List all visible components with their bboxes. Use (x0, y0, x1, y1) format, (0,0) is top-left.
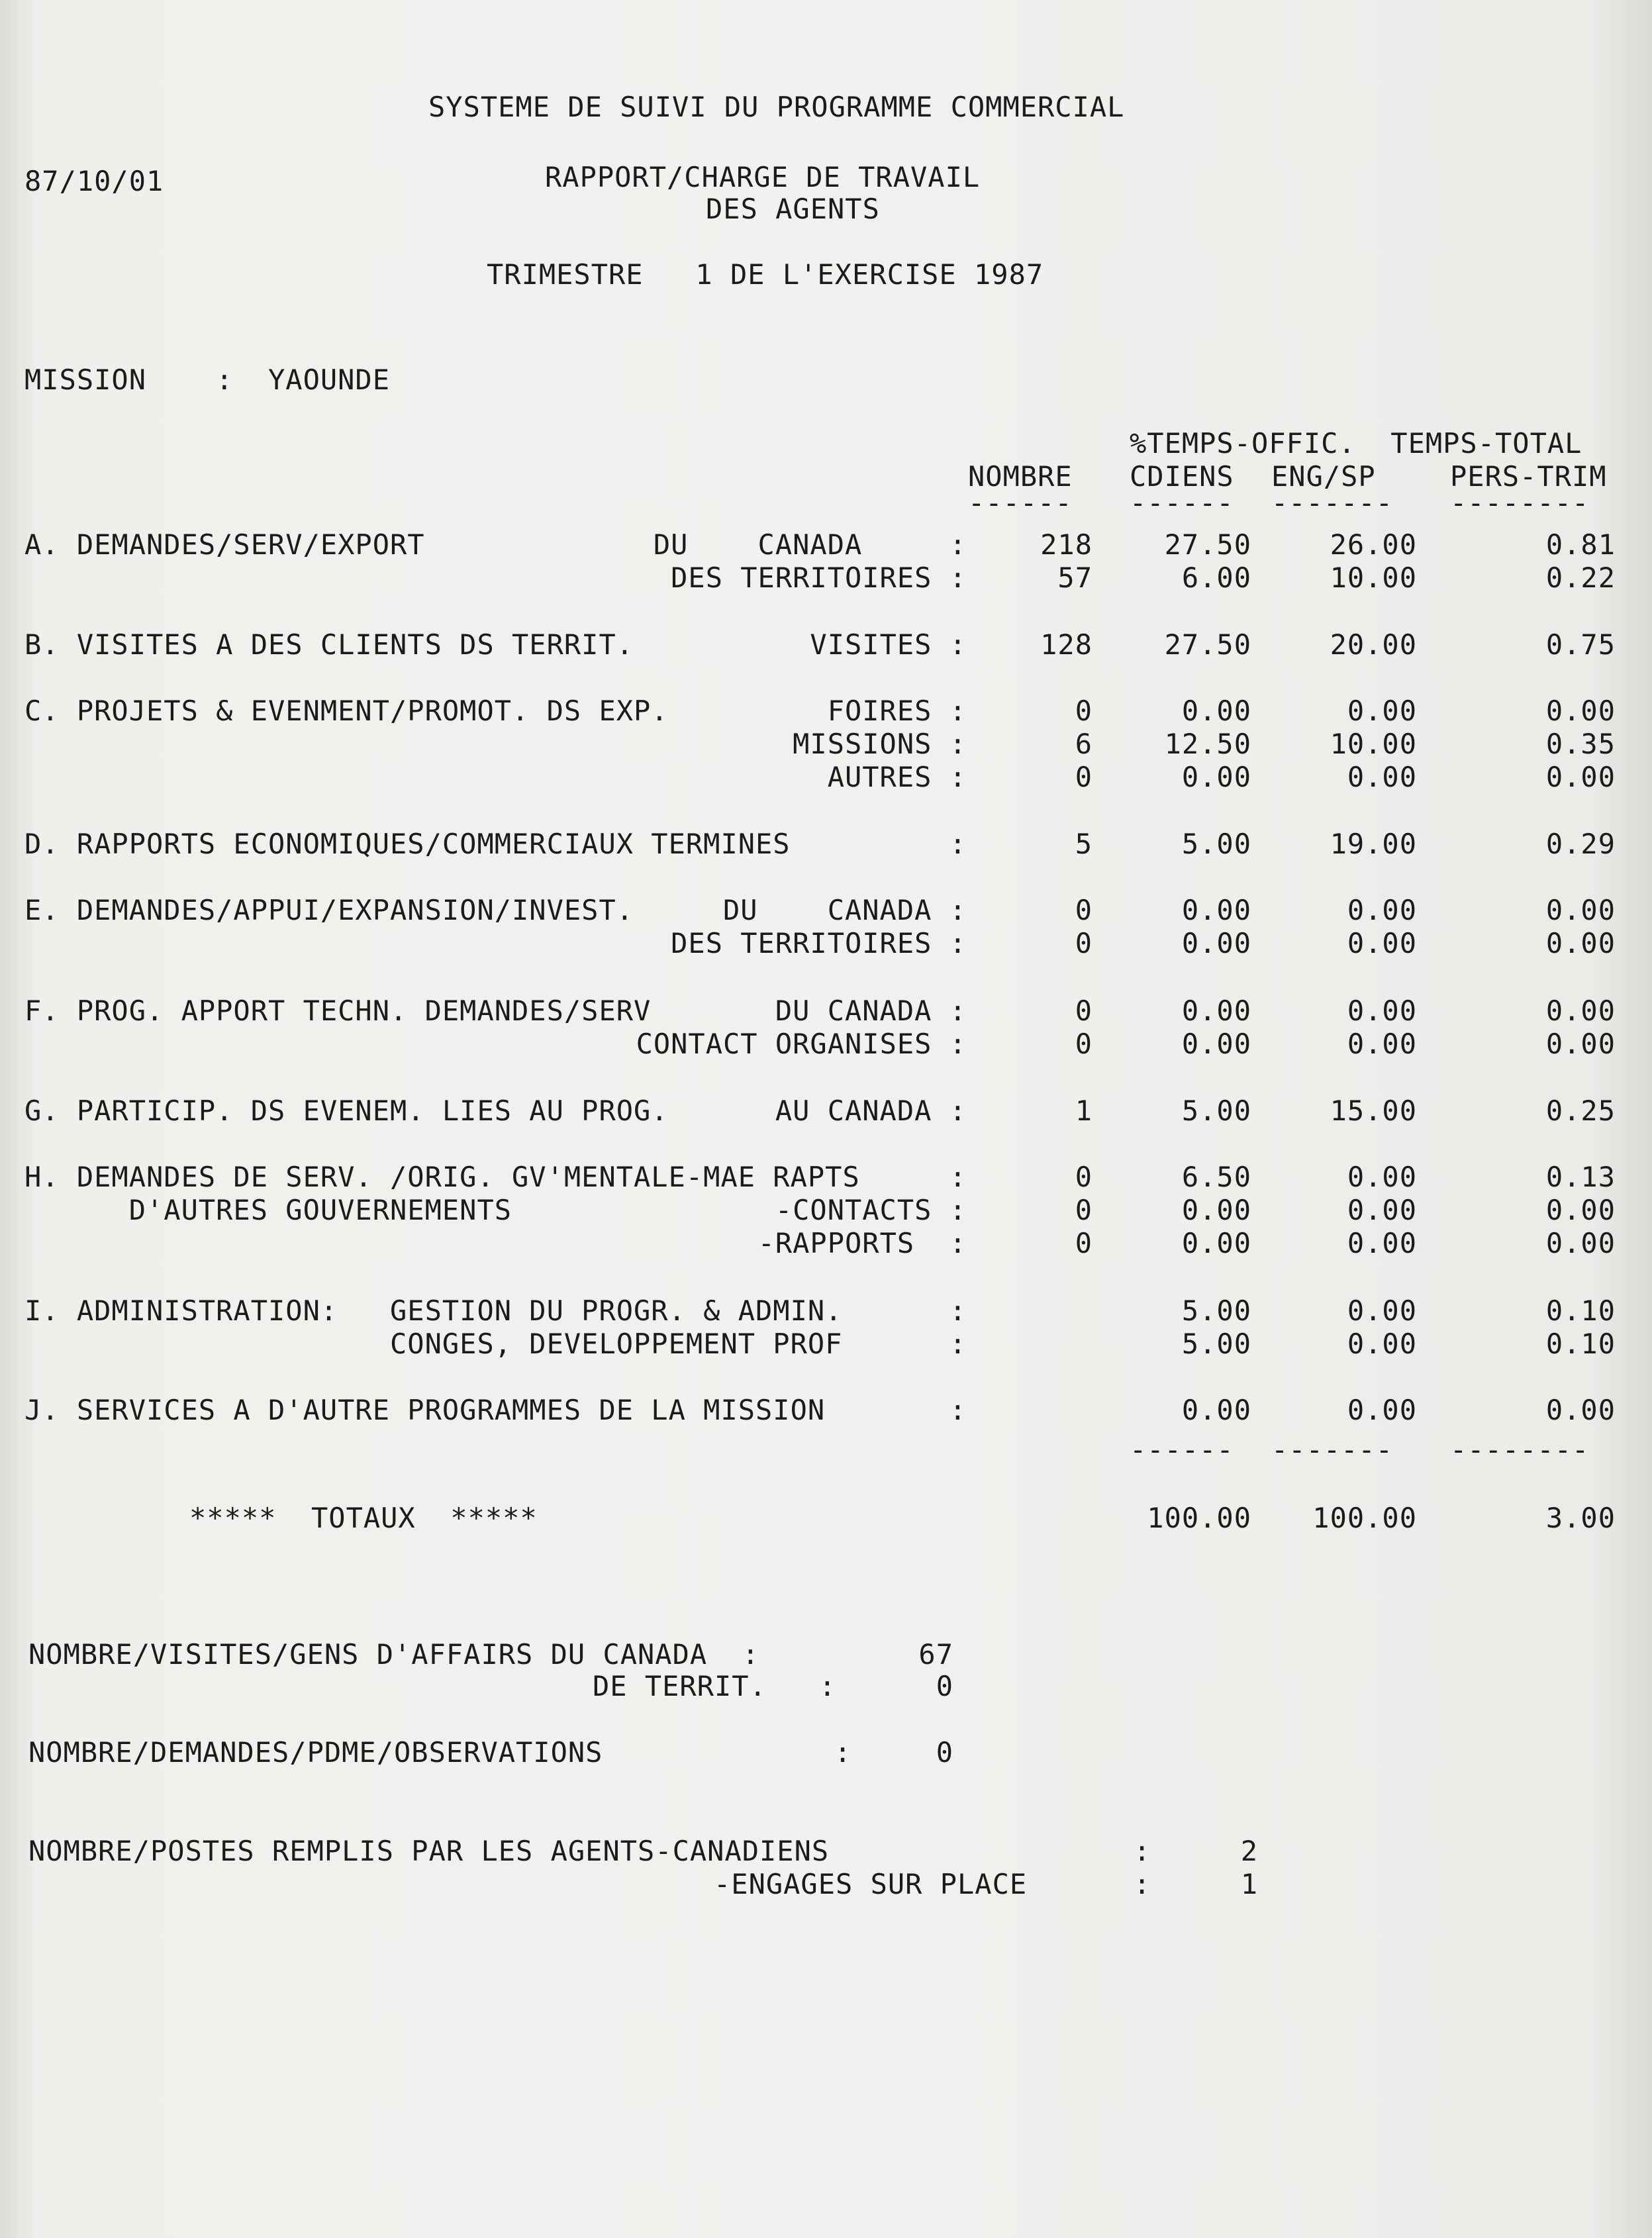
row-sublabel: -CONTACTS : (775, 1194, 967, 1226)
row-perstrim: 0.00 (1545, 927, 1616, 959)
row-sublabel: VISITES : (810, 628, 967, 661)
row-cdiens: 5.00 (1181, 1095, 1251, 1127)
row-cdiens: 0.00 (1181, 761, 1251, 793)
row-label: C. PROJETS & EVENMENT/PROMOT. DS EXP. (24, 695, 669, 727)
totals-cdiens: 100.00 (1147, 1502, 1251, 1534)
row-cdiens: 12.50 (1164, 728, 1251, 760)
visites-territ-label: DE TERRIT. : (593, 1670, 837, 1702)
row-cdiens: 0.00 (1181, 1028, 1251, 1060)
row-engsp: 0.00 (1347, 894, 1417, 926)
row-sublabel: AU CANADA : (775, 1095, 967, 1127)
report-title-line-2: DES AGENTS (706, 193, 880, 225)
row-engsp: 0.00 (1347, 761, 1417, 793)
row-engsp: 0.00 (1347, 1028, 1417, 1060)
row-nombre: 1 (1075, 1095, 1093, 1127)
row-cdiens: 0.00 (1181, 995, 1251, 1027)
row-sublabel: : (949, 1394, 967, 1426)
row-perstrim: 0.75 (1545, 628, 1616, 661)
row-engsp: 10.00 (1330, 728, 1417, 760)
postes-label: NOMBRE/POSTES REMPLIS PAR LES AGENTS-CANADIENS (28, 1835, 830, 1867)
row-sublabel: : (949, 1161, 967, 1193)
row-nombre: 5 (1075, 828, 1093, 860)
row-nombre: 0 (1075, 995, 1093, 1027)
row-sublabel: MISSIONS : (793, 728, 967, 760)
column-rule: ------ (1130, 487, 1234, 519)
row-cdiens: 6.50 (1181, 1161, 1251, 1193)
engages-colon: : (1134, 1868, 1151, 1900)
row-sublabel: FOIRES : (827, 695, 967, 727)
postes-colon: : (1134, 1835, 1151, 1867)
row-sublabel: : (949, 1328, 967, 1360)
report-period: TRIMESTRE 1 DE L'EXERCISE 1987 (487, 258, 1044, 291)
report-date: 87/10/01 (24, 165, 164, 197)
totals-rule: -------- (1450, 1434, 1590, 1466)
column-header-engsp: ENG/SP (1271, 460, 1376, 493)
row-nombre: 0 (1075, 695, 1093, 727)
row-perstrim: 0.29 (1545, 828, 1616, 860)
visites-territ-value: 0 (936, 1670, 953, 1702)
row-label: A. DEMANDES/SERV/EXPORT (24, 528, 425, 561)
column-rule: ------- (1271, 487, 1394, 519)
column-group-header: %TEMPS-OFFIC. TEMPS-TOTAL (1130, 427, 1582, 460)
row-sublabel: DES TERRITOIRES : (671, 927, 967, 959)
row-cdiens: 6.00 (1181, 561, 1251, 594)
column-rule: ------ (968, 487, 1073, 519)
row-cdiens: 0.00 (1181, 927, 1251, 959)
row-cdiens: 0.00 (1181, 1194, 1251, 1226)
row-engsp: 0.00 (1347, 695, 1417, 727)
row-sublabel: DES TERRITOIRES : (671, 561, 967, 594)
visites-canada-value: 67 (918, 1638, 953, 1671)
row-nombre: 0 (1075, 1227, 1093, 1259)
row-engsp: 15.00 (1330, 1095, 1417, 1127)
row-nombre: 0 (1075, 1161, 1093, 1193)
row-perstrim: 0.25 (1545, 1095, 1616, 1127)
pdme-label: NOMBRE/DEMANDES/PDME/OBSERVATIONS (28, 1736, 603, 1769)
row-cdiens: 27.50 (1164, 528, 1251, 561)
row-perstrim: 0.00 (1545, 894, 1616, 926)
mission-name: MISSION : YAOUNDE (24, 364, 391, 396)
row-sublabel: -RAPPORTS : (757, 1227, 967, 1259)
row-engsp: 0.00 (1347, 1194, 1417, 1226)
row-sublabel: CONTACT ORGANISES : (636, 1028, 967, 1060)
row-cdiens: 5.00 (1181, 828, 1251, 860)
row-nombre: 0 (1075, 1194, 1093, 1226)
pdme-colon: : (834, 1736, 852, 1769)
report-title: RAPPORT/CHARGE DE TRAVAIL (545, 161, 981, 193)
row-sublabel: : (949, 1294, 967, 1327)
row-engsp: 0.00 (1347, 1394, 1417, 1426)
row-sublabel: AUTRES : (827, 761, 967, 793)
row-nombre: 128 (1040, 628, 1093, 661)
row-engsp: 0.00 (1347, 1227, 1417, 1259)
column-header-nombre: NOMBRE (968, 460, 1073, 493)
row-label: CONGES, DEVELOPPEMENT PROF (24, 1328, 843, 1360)
system-title: SYSTEME DE SUIVI DU PROGRAMME COMMERCIAL (428, 91, 1125, 123)
totals-rule: ------ (1130, 1434, 1234, 1466)
row-perstrim: 0.10 (1545, 1328, 1616, 1360)
row-cdiens: 0.00 (1181, 894, 1251, 926)
row-engsp: 26.00 (1330, 528, 1417, 561)
row-sublabel: DU CANADA : (775, 995, 967, 1027)
engages-value: 1 (1240, 1868, 1258, 1900)
row-engsp: 0.00 (1347, 927, 1417, 959)
row-label: J. SERVICES A D'AUTRE PROGRAMMES DE LA MISSION (24, 1394, 826, 1426)
row-perstrim: 0.00 (1545, 761, 1616, 793)
row-sublabel: DU CANADA : (722, 894, 967, 926)
row-perstrim: 0.35 (1545, 728, 1616, 760)
row-cdiens: 0.00 (1181, 1227, 1251, 1259)
totals-engsp: 100.00 (1312, 1502, 1417, 1534)
row-cdiens: 0.00 (1181, 1394, 1251, 1426)
row-cdiens: 5.00 (1181, 1328, 1251, 1360)
row-perstrim: 0.00 (1545, 1194, 1616, 1226)
row-perstrim: 0.00 (1545, 1227, 1616, 1259)
row-sublabel: DU CANADA : (653, 528, 967, 561)
row-perstrim: 0.22 (1545, 561, 1616, 594)
row-perstrim: 0.00 (1545, 1028, 1616, 1060)
column-header-cdiens: CDIENS (1130, 460, 1234, 493)
row-cdiens: 27.50 (1164, 628, 1251, 661)
row-label: D'AUTRES GOUVERNEMENTS (24, 1194, 512, 1226)
row-cdiens: 5.00 (1181, 1294, 1251, 1327)
totals-label: ***** TOTAUX ***** (189, 1502, 538, 1534)
row-engsp: 20.00 (1330, 628, 1417, 661)
row-nombre: 6 (1075, 728, 1093, 760)
row-label: D. RAPPORTS ECONOMIQUES/COMMERCIAUX TERMINES (24, 828, 791, 860)
postes-value: 2 (1240, 1835, 1258, 1867)
row-engsp: 0.00 (1347, 1161, 1417, 1193)
row-nombre: 0 (1075, 1028, 1093, 1060)
pdme-value: 0 (936, 1736, 953, 1769)
row-nombre: 0 (1075, 761, 1093, 793)
row-engsp: 0.00 (1347, 1328, 1417, 1360)
row-label: I. ADMINISTRATION: GESTION DU PROGR. & ADMIN. (24, 1294, 843, 1327)
row-sublabel: : (949, 828, 967, 860)
row-cdiens: 0.00 (1181, 695, 1251, 727)
row-label: E. DEMANDES/APPUI/EXPANSION/INVEST. (24, 894, 634, 926)
row-label: F. PROG. APPORT TECHN. DEMANDES/SERV (24, 995, 652, 1027)
row-nombre: 0 (1075, 894, 1093, 926)
engages-label: -ENGAGES SUR PLACE (714, 1868, 1028, 1900)
row-label: H. DEMANDES DE SERV. /ORIG. GV'MENTALE-MAE RAPTS (24, 1161, 860, 1193)
row-nombre: 218 (1040, 528, 1093, 561)
totals-rule: ------- (1271, 1434, 1394, 1466)
row-label: G. PARTICIP. DS EVENEM. LIES AU PROG. (24, 1095, 669, 1127)
row-perstrim: 0.13 (1545, 1161, 1616, 1193)
row-engsp: 10.00 (1330, 561, 1417, 594)
row-perstrim: 0.00 (1545, 1394, 1616, 1426)
row-engsp: 19.00 (1330, 828, 1417, 860)
column-header-perstrim: PERS-TRIM (1450, 460, 1607, 493)
column-rule: -------- (1450, 487, 1590, 519)
row-label: B. VISITES A DES CLIENTS DS TERRIT. (24, 628, 634, 661)
row-perstrim: 0.00 (1545, 995, 1616, 1027)
row-perstrim: 0.10 (1545, 1294, 1616, 1327)
row-engsp: 0.00 (1347, 995, 1417, 1027)
row-perstrim: 0.00 (1545, 695, 1616, 727)
row-engsp: 0.00 (1347, 1294, 1417, 1327)
visites-canada-label: NOMBRE/VISITES/GENS D'AFFAIRS DU CANADA : (28, 1638, 760, 1671)
row-perstrim: 0.81 (1545, 528, 1616, 561)
row-nombre: 0 (1075, 927, 1093, 959)
totals-perstrim: 3.00 (1545, 1502, 1616, 1534)
row-nombre: 57 (1057, 561, 1093, 594)
